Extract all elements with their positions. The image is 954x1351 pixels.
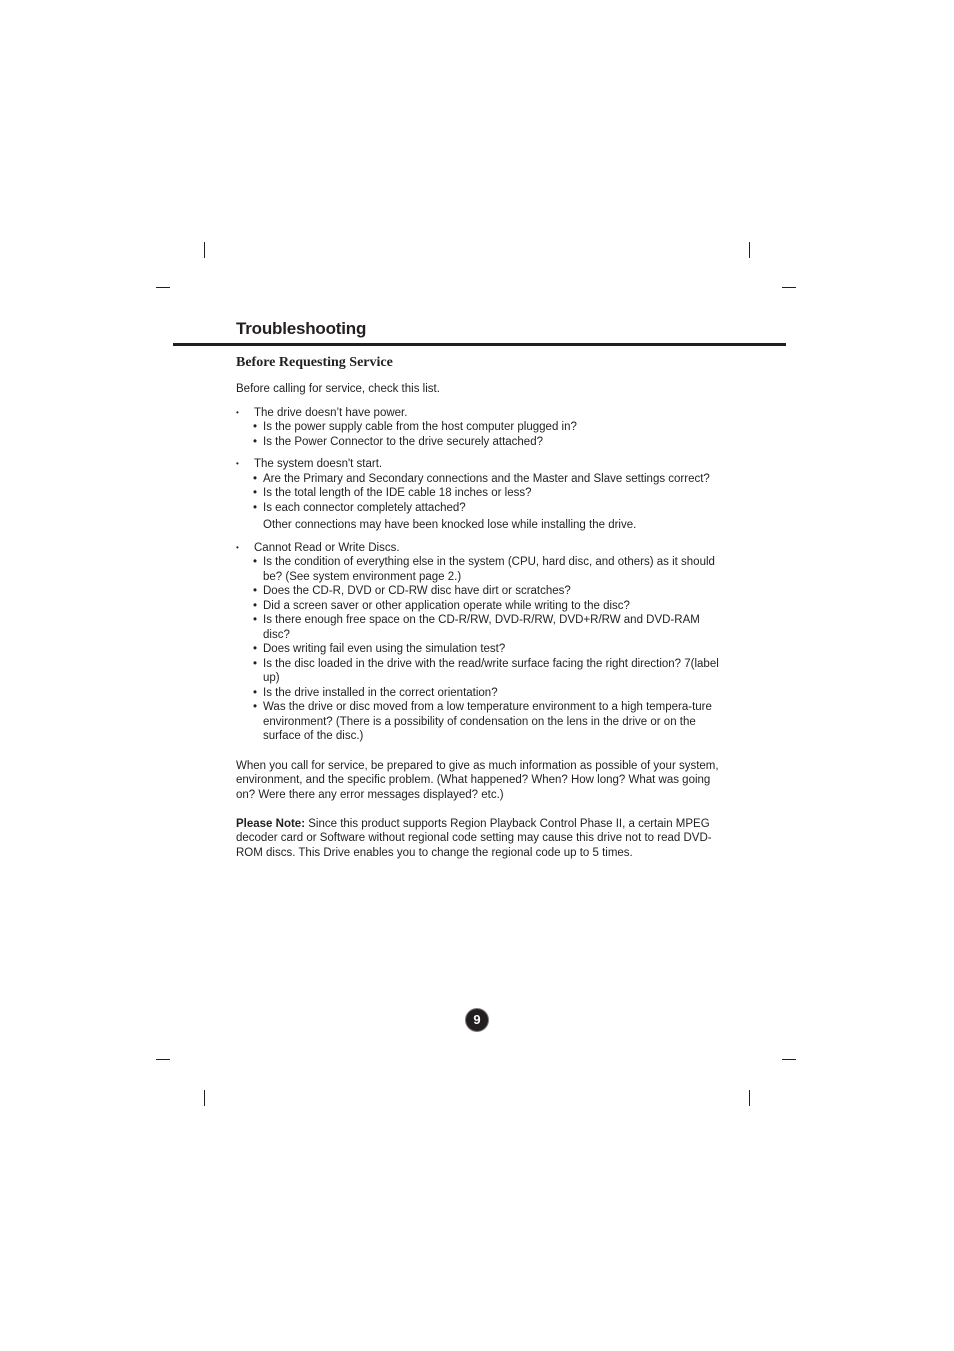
crop-mark — [782, 287, 796, 288]
intro-text: Before calling for service, check this list. — [236, 383, 440, 395]
service-paragraph: When you call for service, be prepared to give as much information as possible of your system, environment, and the specific problem. (What happened? When? How long? What was going on? Were there any error messages displayed? etc.) — [236, 759, 719, 801]
checklist-section — [236, 541, 726, 744]
crop-mark — [156, 287, 170, 288]
checklist-section — [236, 457, 726, 533]
list-item: • Is the condition of everything else in the system (CPU, hard disc, and others) as it should be? (See system environment page 2.) — [263, 555, 726, 584]
crop-mark — [782, 1059, 796, 1060]
crop-mark — [749, 242, 750, 258]
crop-mark — [749, 1090, 750, 1106]
list-item: • Does writing fail even using the simulation test? — [263, 642, 726, 657]
page-number-badge: 9 — [466, 1009, 488, 1031]
title-rule — [173, 343, 786, 346]
checklist-items — [236, 472, 726, 516]
list-item: • Is each connector completely attached? — [263, 501, 726, 516]
checklist-section — [236, 406, 726, 450]
checklist-items — [236, 555, 726, 744]
please-note-paragraph — [236, 817, 726, 861]
crop-mark — [204, 1090, 205, 1106]
page-content — [236, 353, 726, 860]
list-item: • Are the Primary and Secondary connections and the Master and Slave settings correct? — [263, 472, 726, 487]
checklist-section-title: • Cannot Read or Write Discs. — [236, 541, 726, 556]
crop-mark — [204, 242, 205, 258]
please-note-label: Please Note: — [236, 817, 306, 830]
section-note: Other connections may have been knocked lose while installing the drive. — [263, 519, 637, 531]
section-heading: Before Requesting Service — [236, 355, 393, 370]
checklist-section-title: • The system doesn't start. — [236, 457, 726, 472]
list-item: • Was the drive or disc moved from a low temperature environment to a high tempera-ture environment? (There is a possibility of condensation on the lens in the drive or on the surface of the disc.) — [263, 700, 726, 744]
list-item: • Did a screen saver or other application operate while writing to the disc? — [263, 599, 726, 614]
page-title: Troubleshooting — [236, 319, 367, 338]
list-item: • Is there enough free space on the CD-R/RW, DVD-R/RW, DVD+R/RW and DVD-RAM disc? — [263, 613, 726, 642]
please-note-text: Since this product supports Region Playback Control Phase II, a certain MPEG decoder card or Software without regional code setting may cause this drive not to read DVD-ROM discs. This Drive enables you to change the regional code up to 5 times. — [236, 817, 712, 859]
list-item: • Is the Power Connector to the drive securely attached? — [263, 435, 726, 450]
crop-mark — [156, 1059, 170, 1060]
list-item: • Is the drive installed in the correct orientation? — [263, 686, 726, 701]
list-item: • Is the power supply cable from the host computer plugged in? — [263, 420, 726, 435]
list-item: • Does the CD-R, DVD or CD-RW disc have dirt or scratches? — [263, 584, 726, 599]
checklist-section-title: • The drive doesn’t have power. — [236, 406, 726, 421]
list-item: • Is the total length of the IDE cable 18 inches or less? — [263, 486, 726, 501]
list-item: • Is the disc loaded in the drive with the read/write surface facing the right direction? 7(label up) — [263, 657, 726, 686]
checklist-items — [236, 420, 726, 449]
